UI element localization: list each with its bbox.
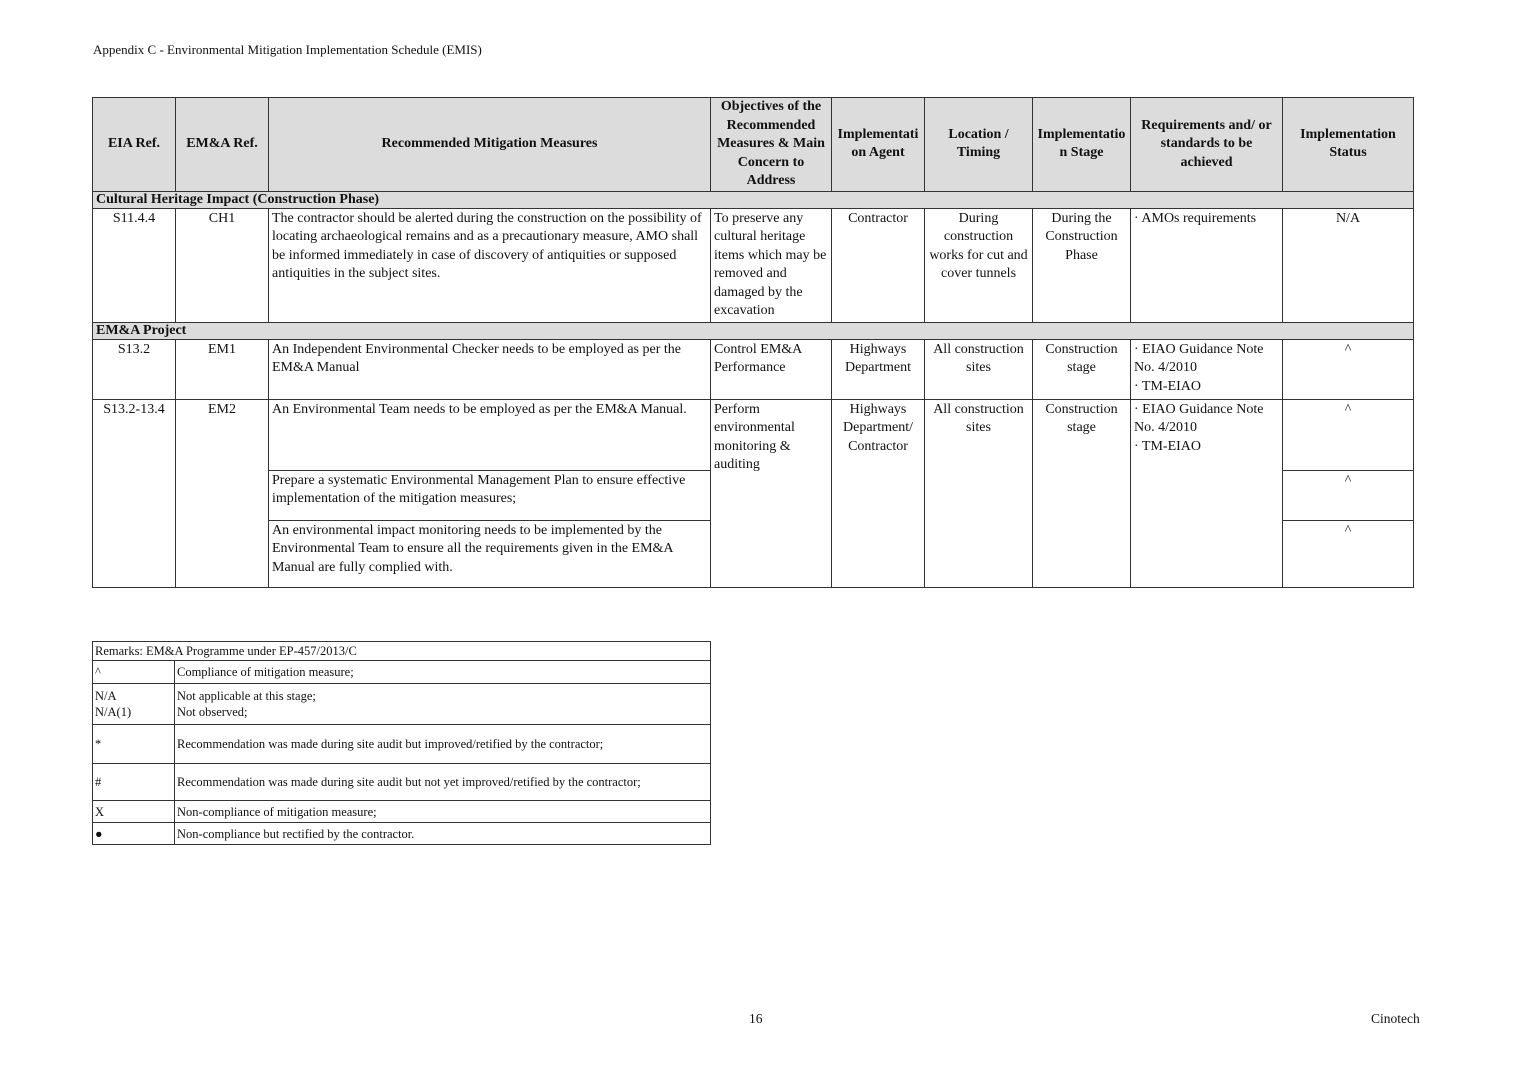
requirement-item: · EIAO Guidance Note No. 4/2010 — [1134, 401, 1264, 435]
remark-symbol: ^ — [93, 661, 175, 684]
remark-meaning: Recommendation was made during site audit but not yet improved/retified by the contractor; — [175, 764, 711, 801]
agent-cell: Highways Department/ Contractor — [832, 399, 925, 587]
stage-cell: Construction stage — [1033, 399, 1131, 587]
status-cell: ^ — [1283, 399, 1414, 470]
location-cell: All construction sites — [925, 399, 1033, 587]
requirements-cell — [1131, 399, 1283, 587]
col-header-location: Location / Timing — [925, 98, 1033, 192]
table-row — [93, 339, 1414, 399]
stage-cell: During the Construction Phase — [1033, 208, 1131, 322]
remark-symbol — [93, 684, 175, 725]
remark-row — [93, 684, 711, 725]
status-cell: ^ — [1283, 470, 1414, 520]
eia-ref-cell: S11.4.4 — [93, 208, 176, 322]
remark-row — [93, 801, 711, 823]
measures-cell: An Environmental Team needs to be employed as per the EM&A Manual. — [269, 399, 711, 470]
location-cell: During construction works for cut and cover tunnels — [925, 208, 1033, 322]
agent-cell: Highways Department — [832, 339, 925, 399]
objectives-cell: Perform environmental monitoring & auditing — [711, 399, 832, 587]
measures-cell: The contractor should be alerted during the construction on the possibility of locating archaeological remains and as a precautionary measure, AMO shall be informed immediately in case of discovery of antiquities or supposed antiquities in the subject sites. — [269, 208, 711, 322]
remark-row — [93, 725, 711, 764]
ema-ref-cell: EM1 — [176, 339, 269, 399]
remark-symbol: # — [93, 764, 175, 801]
remark-symbol-bullet-icon: ● — [93, 823, 175, 845]
remark-row — [93, 764, 711, 801]
objectives-cell: To preserve any cultural heritage items which may be removed and damaged by the excavation — [711, 208, 832, 322]
section-title: EM&A Project — [93, 322, 1414, 339]
status-cell: ^ — [1283, 520, 1414, 587]
col-header-measures: Recommended Mitigation Measures — [269, 98, 711, 192]
agent-cell: Contractor — [832, 208, 925, 322]
section-title: Cultural Heritage Impact (Construction Phase) — [93, 191, 1414, 208]
remark-symbol-na1: N/A(1) — [95, 705, 132, 719]
col-header-stage: Implementatio n Stage — [1033, 98, 1131, 192]
requirement-item: · TM-EIAO — [1134, 438, 1202, 454]
table-row — [93, 399, 1414, 470]
emis-table — [92, 97, 1414, 588]
company-name: Cinotech — [1371, 1011, 1420, 1026]
remarks-table — [92, 641, 711, 845]
remark-meaning: Recommendation was made during site audit but improved/retified by the contractor; — [175, 725, 711, 764]
remark-symbol: X — [93, 801, 175, 823]
status-cell: N/A — [1283, 208, 1414, 322]
header-row — [93, 98, 1414, 192]
stage-cell: Construction stage — [1033, 339, 1131, 399]
col-header-agent: Implementati on Agent — [832, 98, 925, 192]
col-header-ema-ref: EM&A Ref. — [176, 98, 269, 192]
col-header-status: Implementation Status — [1283, 98, 1414, 192]
section-row-ema-project — [93, 322, 1414, 339]
table-row — [93, 208, 1414, 322]
remark-meaning-na: Not applicable at this stage; — [177, 689, 316, 703]
status-cell: ^ — [1283, 339, 1414, 399]
requirement-item: · TM-EIAO — [1134, 378, 1202, 394]
eia-ref-cell: S13.2-13.4 — [93, 399, 176, 587]
remark-row — [93, 823, 711, 845]
col-header-requirements: Requirements and/ or standards to be achieved — [1131, 98, 1283, 192]
measures-cell: An Independent Environmental Checker needs to be employed as per the EM&A Manual — [269, 339, 711, 399]
eia-ref-cell: S13.2 — [93, 339, 176, 399]
remark-meaning: Non-compliance but rectified by the contractor. — [175, 823, 711, 845]
remark-meaning-na1: Not observed; — [177, 705, 248, 719]
ema-ref-cell: EM2 — [176, 399, 269, 587]
page-number: 16 — [749, 1011, 763, 1026]
requirements-cell — [1131, 339, 1283, 399]
requirement-item: · EIAO Guidance Note No. 4/2010 — [1134, 341, 1264, 375]
objectives-cell: Control EM&A Performance — [711, 339, 832, 399]
requirement-item: · AMOs requirements — [1134, 210, 1257, 226]
section-row-cultural-heritage — [93, 191, 1414, 208]
remarks-title: Remarks: EM&A Programme under EP-457/2013/C — [93, 642, 711, 661]
remarks-title-row — [93, 642, 711, 661]
remark-symbol: * — [93, 725, 175, 764]
remark-row — [93, 661, 711, 684]
page-header: Appendix C - Environmental Mitigation Implementation Schedule (EMIS) — [93, 42, 482, 57]
remark-meaning — [175, 684, 711, 725]
measures-cell: Prepare a systematic Environmental Management Plan to ensure effective implementation of the mitigation measures; — [269, 470, 711, 520]
col-header-objectives: Objectives of the Recommended Measures & Main Concern to Address — [711, 98, 832, 192]
remark-symbol-na: N/A — [95, 689, 117, 703]
location-cell: All construction sites — [925, 339, 1033, 399]
remark-meaning: Compliance of mitigation measure; — [175, 661, 711, 684]
ema-ref-cell: CH1 — [176, 208, 269, 322]
measures-cell: An environmental impact monitoring needs to be implemented by the Environmental Team to ensure all the requirements given in the EM&A Manual are fully complied with. — [269, 520, 711, 587]
requirements-cell — [1131, 208, 1283, 322]
remark-meaning: Non-compliance of mitigation measure; — [175, 801, 711, 823]
col-header-eia-ref: EIA Ref. — [93, 98, 176, 192]
